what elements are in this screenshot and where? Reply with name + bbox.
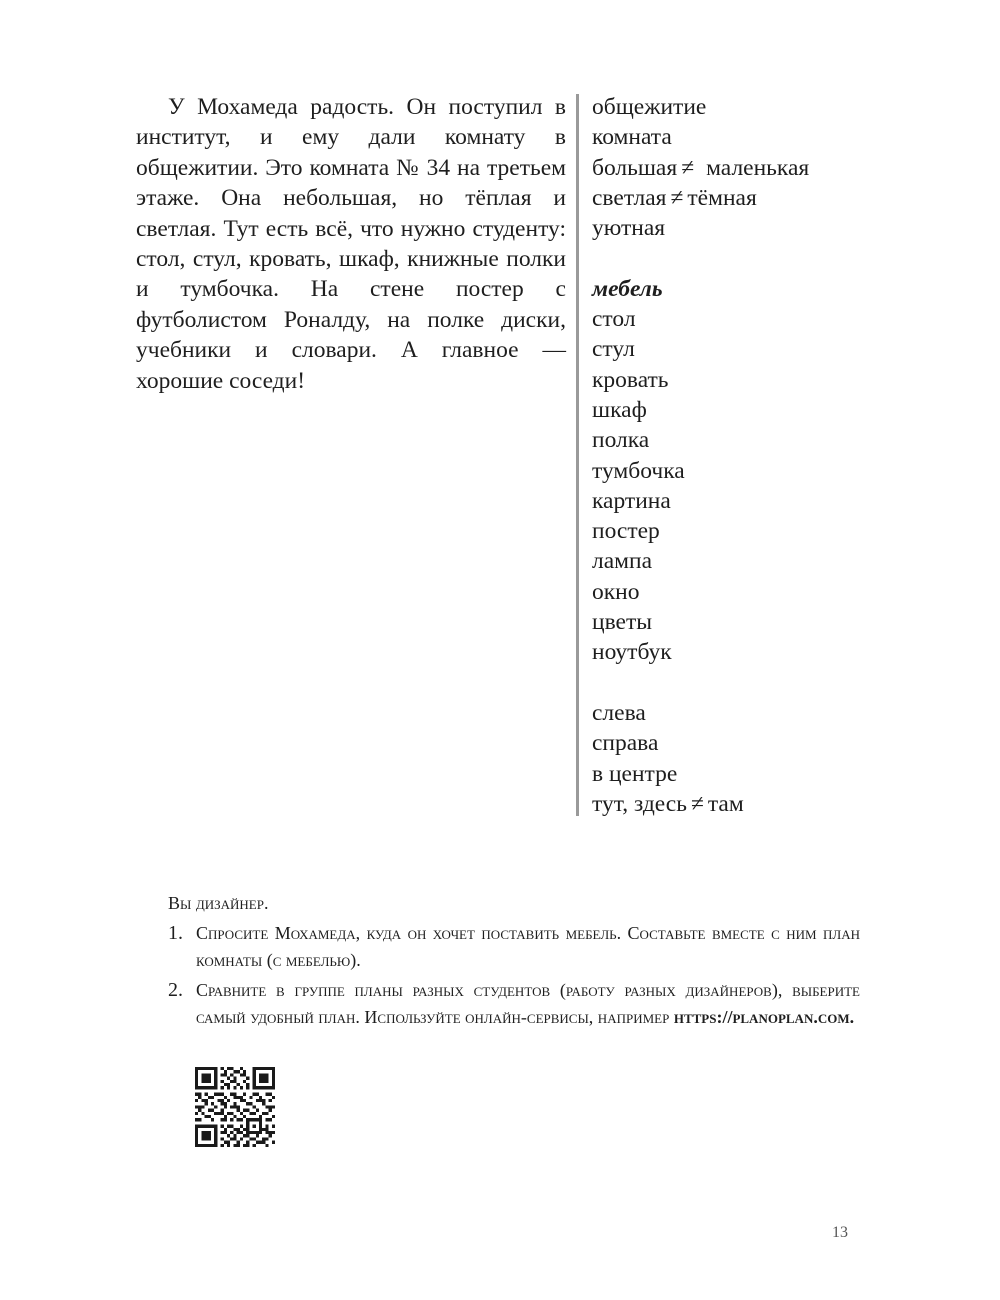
vocab-word: тёмная xyxy=(687,184,757,211)
vocab-furniture-word: стул xyxy=(592,336,635,363)
task-text: Сравните в группе планы разных студентов (работу разных дизайнеров), выберите самый удобный план. Используйте онлайн-сервисы, например xyxy=(196,979,860,1027)
vocab-antonym-pair xyxy=(592,153,892,183)
vocab-furniture-word: тумбочка xyxy=(592,457,685,484)
column-divider xyxy=(576,94,579,816)
vocab-antonym-pair xyxy=(592,789,892,819)
task-list xyxy=(168,920,860,1032)
vocab-furniture-word: лампа xyxy=(592,548,653,575)
vocab-word: большая xyxy=(592,154,678,181)
vocab-place-word: в центре xyxy=(592,760,678,787)
vocab-antonym-pair xyxy=(592,183,892,213)
page-number: 13 xyxy=(832,1224,848,1241)
vocab-furniture-word: постер xyxy=(592,518,660,545)
vocab-furniture-word: цветы xyxy=(592,609,653,636)
task-block xyxy=(168,890,860,1034)
vocabulary-column xyxy=(592,92,892,819)
not-equal-sign: ≠ xyxy=(670,184,684,211)
spacer xyxy=(592,243,892,273)
task-item xyxy=(168,920,860,975)
vocab-word: комната xyxy=(592,124,672,151)
vocab-place-word: справа xyxy=(592,730,659,757)
vocab-word: маленькая xyxy=(706,154,810,181)
vocab-word: общежитие xyxy=(592,94,707,120)
spacer xyxy=(592,668,892,698)
reading-paragraph: У Мохамеда радость. Он поступил в институт, и ему дали комнату в общежитии. Это комната № 34 на третьем этаже. Она небольшая, но тёплая и светлая. Тут есть всё, что нужно студенту: стол, стул, кровать, шкаф, книжные полки и тумбочка. На стене постер с футболистом Роналду, на полке диски, учебники и словари. А главное — хорошие соседи! xyxy=(136,94,566,394)
task-text: Спросите Мохамеда, куда он хочет поставить мебель. Составьте вместе с ним план комнаты (с мебелью). xyxy=(196,922,860,970)
vocab-place-word: тут, здесь xyxy=(592,790,687,817)
vocab-heading: мебель xyxy=(592,275,663,302)
task-intro: Вы дизайнер. xyxy=(168,893,269,913)
qr-code[interactable] xyxy=(195,1067,275,1147)
vocab-furniture-word: стол xyxy=(592,306,636,333)
vocab-furniture-word: кровать xyxy=(592,366,669,393)
task-number: 1. xyxy=(168,921,183,944)
vocab-furniture-word: шкаф xyxy=(592,396,647,423)
vocab-furniture-word: окно xyxy=(592,578,640,605)
not-equal-sign: ≠ xyxy=(681,154,695,181)
not-equal-sign: ≠ xyxy=(690,790,704,817)
vocab-furniture-word: полка xyxy=(592,427,650,454)
vocab-word: светлая xyxy=(592,184,667,211)
vocab-place-word: там xyxy=(707,790,744,817)
task-number: 2. xyxy=(168,978,183,1001)
vocab-place-word: слева xyxy=(592,699,646,726)
vocab-word: уютная xyxy=(592,215,666,242)
vocab-furniture-word: картина xyxy=(592,487,671,514)
vocab-furniture-word: ноутбук xyxy=(592,639,672,666)
task-item xyxy=(168,977,860,1032)
planoplan-link[interactable]: https://planoplan.com. xyxy=(673,1007,855,1027)
